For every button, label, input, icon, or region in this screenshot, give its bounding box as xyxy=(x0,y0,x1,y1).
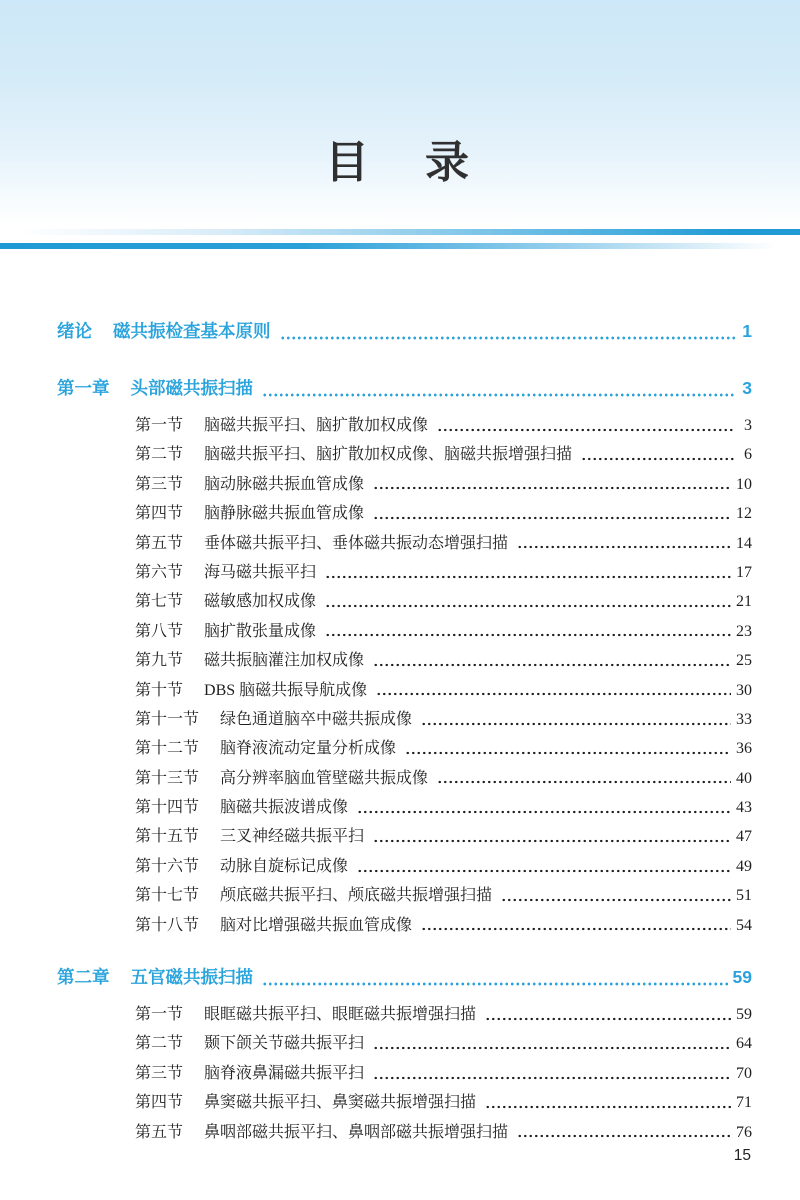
folio-page-number: 15 xyxy=(733,1147,751,1164)
toc-entry-title: 鼻窦磁共振平扫、鼻窦磁共振增强扫描 xyxy=(204,1094,477,1112)
dotted-leader xyxy=(421,721,731,727)
toc-entry-title: 磁共振检查基本原则 xyxy=(113,321,271,341)
toc-entry-label: 第二节 xyxy=(135,446,184,464)
toc-entry-title: 脑对比增强磁共振血管成像 xyxy=(220,916,413,934)
toc-entry-title: 五官磁共振扫描 xyxy=(130,967,253,988)
toc-entry-label: 第二章 xyxy=(57,967,110,988)
dotted-leader xyxy=(437,779,731,785)
toc-entry-section xyxy=(57,500,752,529)
toc-entry-section xyxy=(57,853,752,882)
toc-entry-page: 40 xyxy=(736,769,752,787)
toc-entry-section xyxy=(57,912,752,941)
toc-entry-title: 脑扩散张量成像 xyxy=(204,622,317,640)
toc-entry-page: 25 xyxy=(736,652,752,670)
page-title: 目 录 xyxy=(325,138,475,187)
toc-entry-section xyxy=(57,1001,752,1030)
dotted-leader xyxy=(262,981,728,987)
toc-entry-section xyxy=(57,559,752,588)
toc-entry-section xyxy=(57,471,752,500)
toc-entry-section xyxy=(57,1060,752,1089)
dotted-leader xyxy=(517,1133,731,1139)
toc-entry-section xyxy=(57,794,752,823)
dotted-leader xyxy=(280,335,736,341)
toc-entry-label: 第五节 xyxy=(135,534,184,552)
toc-entry-page: 1 xyxy=(742,321,752,341)
dotted-leader xyxy=(373,485,731,491)
toc-entry-section xyxy=(57,765,752,794)
toc-entry-page: 49 xyxy=(736,857,752,875)
toc-entry-page: 10 xyxy=(736,475,752,493)
toc-entry-title: 绿色通道脑卒中磁共振成像 xyxy=(220,710,413,728)
toc-entry-label: 第十节 xyxy=(135,681,184,699)
dotted-leader xyxy=(485,1104,731,1110)
toc-entry-title: 磁共振脑灌注加权成像 xyxy=(204,652,365,670)
toc-entry-label: 第十五节 xyxy=(135,828,200,846)
dotted-leader xyxy=(373,515,731,521)
toc-entry-page: 17 xyxy=(736,563,752,581)
toc-entry-title: 脑磁共振平扫、脑扩散加权成像、脑磁共振增强扫描 xyxy=(204,446,573,464)
toc-entry-title: DBS 脑磁共振导航成像 xyxy=(204,681,368,699)
toc-entry-title: 头部磁共振扫描 xyxy=(130,378,253,398)
toc-entry-page: 14 xyxy=(736,534,752,552)
dotted-leader xyxy=(581,456,735,462)
toc-entry-label: 第九节 xyxy=(135,652,184,670)
toc-entry-page: 30 xyxy=(736,681,752,699)
toc-entry-page: 43 xyxy=(736,799,752,817)
toc-entry-page: 59 xyxy=(732,967,752,988)
toc-entry-title: 动脉自旋标记成像 xyxy=(220,857,349,875)
toc-entry-section xyxy=(57,1119,752,1148)
toc-entry-page: 3 xyxy=(744,417,752,434)
toc-entry-label: 第一章 xyxy=(57,378,110,398)
toc-entry-title: 海马磁共振平扫 xyxy=(204,563,317,581)
toc-entry-label: 第十四节 xyxy=(135,799,200,817)
toc-entry-page: 51 xyxy=(736,887,752,905)
dotted-leader xyxy=(437,427,735,433)
dotted-leader xyxy=(357,868,731,874)
toc-entry-page: 12 xyxy=(736,505,752,523)
toc-entry-section xyxy=(57,647,752,676)
toc-entry-section xyxy=(57,588,752,617)
toc-entry-label: 绪论 xyxy=(57,321,92,341)
toc-entry-label: 第十二节 xyxy=(135,740,200,758)
toc-entry-chapter xyxy=(57,375,752,409)
toc-entry-label: 第三节 xyxy=(135,1064,184,1082)
toc-entry-section xyxy=(57,412,752,441)
toc-entry-page: 70 xyxy=(736,1064,752,1082)
toc-entry-section xyxy=(57,882,752,911)
toc-entry-title: 三叉神经磁共振平扫 xyxy=(220,828,365,846)
dotted-leader xyxy=(325,603,731,609)
toc-entry-page: 6 xyxy=(744,446,752,464)
toc-entry-title: 垂体磁共振平扫、垂体磁共振动态增强扫描 xyxy=(204,534,509,552)
toc-entry-section xyxy=(57,735,752,764)
toc-entry-label: 第四节 xyxy=(135,505,184,523)
toc-entry-page: 23 xyxy=(736,622,752,640)
toc-entry-label: 第五节 xyxy=(135,1123,184,1141)
toc-entry-section xyxy=(57,1089,752,1118)
dotted-leader xyxy=(373,838,731,844)
accent-stripe-top xyxy=(0,229,800,235)
toc-entry-page: 54 xyxy=(736,916,752,934)
dotted-leader xyxy=(501,897,731,903)
table-of-contents xyxy=(57,295,752,1148)
toc-entry-label: 第七节 xyxy=(135,593,184,611)
toc-entry-label: 第四节 xyxy=(135,1094,184,1112)
toc-entry-label: 第十七节 xyxy=(135,887,200,905)
toc-entry-title: 脑磁共振波谱成像 xyxy=(220,799,349,817)
accent-stripe-bottom xyxy=(0,243,800,249)
toc-entry-title: 颞下颌关节磁共振平扫 xyxy=(204,1035,365,1053)
header-banner xyxy=(0,0,800,226)
toc-entry-page: 71 xyxy=(736,1094,752,1112)
toc-entry-title: 脑脊液流动定量分析成像 xyxy=(220,740,397,758)
toc-entry-page: 33 xyxy=(736,710,752,728)
dotted-leader xyxy=(421,926,731,932)
toc-entry-label: 第十三节 xyxy=(135,769,200,787)
toc-entry-section xyxy=(57,441,752,470)
toc-entry-page: 47 xyxy=(736,828,752,846)
toc-entry-label: 第一节 xyxy=(135,1006,184,1024)
toc-entry-label: 第十八节 xyxy=(135,916,200,934)
toc-entry-title: 鼻咽部磁共振平扫、鼻咽部磁共振增强扫描 xyxy=(204,1123,509,1141)
toc-entry-page: 3 xyxy=(742,378,752,398)
toc-entry-section xyxy=(57,530,752,559)
toc-entry-page: 21 xyxy=(736,593,752,611)
toc-entry-section xyxy=(57,706,752,735)
dotted-leader xyxy=(373,662,731,668)
toc-entry-section xyxy=(57,618,752,647)
toc-entry-page: 76 xyxy=(736,1123,752,1141)
dotted-leader xyxy=(517,544,731,550)
toc-entry-label: 第三节 xyxy=(135,475,184,493)
dotted-leader xyxy=(405,750,731,756)
toc-entry-label: 第六节 xyxy=(135,563,184,581)
toc-entry-section xyxy=(57,1030,752,1059)
toc-entry-section xyxy=(57,677,752,706)
toc-entry-label: 第八节 xyxy=(135,622,184,640)
toc-entry-label: 第十一节 xyxy=(135,710,200,728)
toc-entry-title: 眼眶磁共振平扫、眼眶磁共振增强扫描 xyxy=(204,1006,477,1024)
toc-entry-page: 59 xyxy=(736,1006,752,1024)
dotted-leader xyxy=(485,1016,731,1022)
toc-entry-title: 高分辨率脑血管壁磁共振成像 xyxy=(220,769,429,787)
toc-entry-title: 磁敏感加权成像 xyxy=(204,593,317,611)
toc-entry-label: 第十六节 xyxy=(135,857,200,875)
toc-entry-title: 脑磁共振平扫、脑扩散加权成像 xyxy=(204,417,429,434)
toc-entry-chapter xyxy=(57,964,752,998)
dotted-leader xyxy=(357,809,731,815)
dotted-leader xyxy=(373,1075,731,1081)
dotted-leader xyxy=(325,632,731,638)
dotted-leader xyxy=(373,1045,731,1051)
toc-entry-page: 64 xyxy=(736,1035,752,1053)
toc-entry-page: 36 xyxy=(736,740,752,758)
toc-entry-label: 第一节 xyxy=(135,417,184,434)
dotted-leader xyxy=(325,574,731,580)
toc-entry-title: 脑静脉磁共振血管成像 xyxy=(204,505,365,523)
toc-entry-title: 脑动脉磁共振血管成像 xyxy=(204,475,365,493)
toc-entry-label: 第二节 xyxy=(135,1035,184,1053)
toc-entry-chapter xyxy=(57,318,752,352)
toc-entry-title: 颅底磁共振平扫、颅底磁共振增强扫描 xyxy=(220,887,493,905)
dotted-leader xyxy=(262,392,735,398)
toc-entry-title: 脑脊液鼻漏磁共振平扫 xyxy=(204,1064,365,1082)
dotted-leader xyxy=(376,691,731,697)
toc-entry-section xyxy=(57,823,752,852)
